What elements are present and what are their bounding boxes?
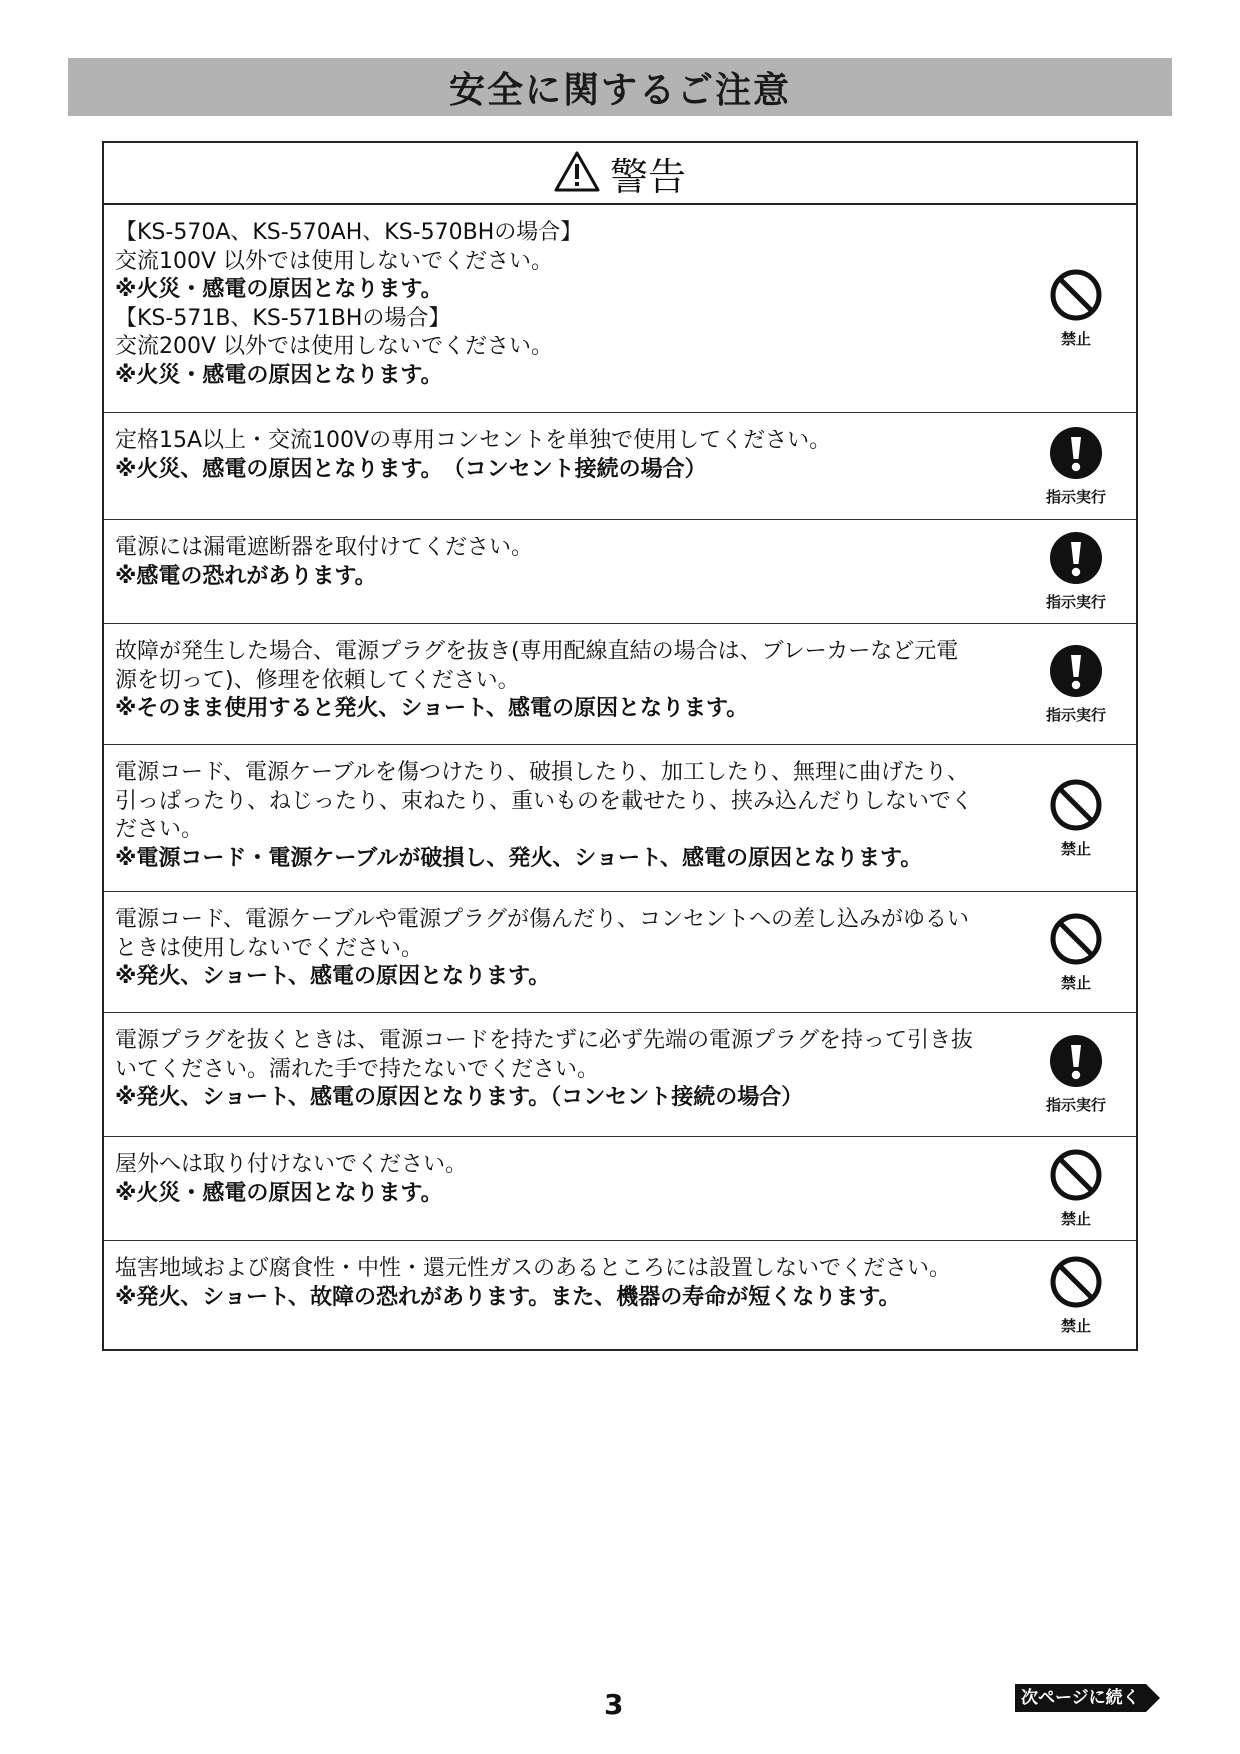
warning-row xyxy=(104,624,1136,745)
badge-label: 禁止 xyxy=(1060,330,1091,348)
warning-instruction: 源を切って)、修理を依頼してください。 xyxy=(115,667,520,693)
warning-row xyxy=(104,205,1136,413)
warning-consequence: ※発火、ショート、故障の恐れがあります。また、機器の寿命が短くなります。 xyxy=(115,1284,901,1310)
prohibition-icon xyxy=(1049,912,1103,970)
warning-instruction: 交流200V 以外では使用しないでください。 xyxy=(115,334,554,359)
warning-row xyxy=(104,892,1136,1013)
warning-text xyxy=(104,1137,1016,1240)
warning-instruction: 【KS-571B、KS-571BHの場合】 xyxy=(115,305,451,331)
badge-label: 指示実行 xyxy=(1045,593,1106,611)
warning-header xyxy=(104,143,1136,205)
warning-instruction: 電源プラグを抜くときは、電源コードを持たずに必ず先端の電源プラグを持って引き抜 xyxy=(115,1028,974,1053)
badge-label: 禁止 xyxy=(1060,1316,1091,1335)
prohibition-icon xyxy=(1049,1255,1103,1313)
warning-text xyxy=(104,1241,1016,1349)
safety-badge xyxy=(1016,205,1136,412)
warning-text xyxy=(104,413,1016,519)
prohibition-icon xyxy=(1049,778,1103,836)
warning-instruction: 電源には漏電遮断器を取付けてください。 xyxy=(115,535,534,560)
warning-consequence: ※感電の恐れがあります。 xyxy=(115,563,377,589)
prohibition-icon xyxy=(1049,1148,1103,1206)
warning-instruction: 【KS-570A、KS-570AH、KS-570BHの場合】 xyxy=(115,220,583,245)
warning-consequence: ※火災・感電の原因となります。 xyxy=(115,277,443,302)
warning-text xyxy=(104,892,1016,1012)
warning-instruction: いてください。濡れた手で持たないでください。 xyxy=(115,1056,600,1082)
warning-instruction: ときは使用しないでください。 xyxy=(115,935,424,961)
page-title: 安全に関するご注意 xyxy=(448,69,791,111)
warning-text xyxy=(104,205,1016,412)
warning-row xyxy=(104,1013,1136,1137)
badge-label: 禁止 xyxy=(1060,1210,1091,1228)
arrow-right-icon xyxy=(1146,1684,1160,1712)
prohibition-icon xyxy=(1049,268,1103,326)
safety-badge xyxy=(1016,745,1136,891)
warning-consequence: ※火災・感電の原因となります。 xyxy=(115,362,443,388)
page-number: 3 xyxy=(604,1688,624,1721)
warning-row xyxy=(104,520,1136,624)
warning-text xyxy=(104,624,1016,744)
next-page-indicator xyxy=(1015,1684,1160,1712)
mandatory-action-icon xyxy=(1049,531,1103,589)
warning-text xyxy=(104,1013,1016,1136)
warning-consequence: ※火災・感電の原因となります。 xyxy=(115,1180,443,1206)
warning-instruction: 電源コード、電源ケーブルや電源プラグが傷んだり、コンセントへの差し込みがゆるい xyxy=(115,907,970,932)
badge-label: 指示実行 xyxy=(1045,705,1106,724)
warning-instruction: 塩害地域および腐食性・中性・還元性ガスのあるところには設置しないでください。 xyxy=(115,1256,952,1281)
warning-instruction: 電源コード、電源ケーブルを傷つけたり、破損したり、加工したり、無理に曲げたり、 xyxy=(115,760,970,785)
warning-instruction: 定格15A以上・交流100Vの専用コンセントを単独で使用してください。 xyxy=(115,428,832,453)
warning-consequence: ※そのまま使用すると発火、ショート、感電の原因となります。 xyxy=(115,696,749,721)
warning-instruction: ださい。 xyxy=(115,817,204,842)
warning-consequence: ※電源コード・電源ケーブルが破損し、発火、ショート、感電の原因となります。 xyxy=(115,845,923,871)
warning-instruction: 屋外へは取り付けないでください。 xyxy=(115,1152,468,1177)
safety-badge xyxy=(1016,892,1136,1012)
warning-consequence: ※発火、ショート、感電の原因となります。（コンセント接続の場合） xyxy=(115,1085,804,1110)
title-bar xyxy=(68,58,1172,116)
badge-label: 禁止 xyxy=(1060,973,1091,992)
warning-row xyxy=(104,1241,1136,1349)
safety-badge xyxy=(1016,624,1136,744)
warning-instruction: 交流100V 以外では使用しないでください。 xyxy=(115,248,554,274)
safety-badge xyxy=(1016,1137,1136,1240)
mandatory-action-icon xyxy=(1049,1034,1103,1092)
safety-badge xyxy=(1016,520,1136,623)
warning-instruction: 引っぱったり、ねじったり、束ねたり、重いものを載せたり、挟み込んだりしないでく xyxy=(115,788,974,814)
warning-text xyxy=(104,745,1016,891)
badge-label: 禁止 xyxy=(1060,839,1091,858)
warning-consequence: ※発火、ショート、感電の原因となります。 xyxy=(115,964,551,989)
badge-label: 指示実行 xyxy=(1045,1096,1106,1114)
safety-badge xyxy=(1016,1013,1136,1136)
warning-triangle-icon xyxy=(554,150,600,196)
mandatory-action-icon xyxy=(1049,644,1103,702)
safety-badge xyxy=(1016,413,1136,519)
mandatory-action-icon xyxy=(1049,426,1103,484)
warning-row xyxy=(104,745,1136,892)
warning-row xyxy=(104,1137,1136,1241)
warning-rows xyxy=(104,205,1136,1349)
warning-text xyxy=(104,520,1016,623)
next-page-label: 次ページに続く xyxy=(1015,1684,1146,1712)
safety-badge xyxy=(1016,1241,1136,1349)
badge-label: 指示実行 xyxy=(1045,487,1106,506)
warning-consequence: ※火災、感電の原因となります。 （コンセント接続の場合） xyxy=(115,456,707,482)
warning-row xyxy=(104,413,1136,520)
warning-box xyxy=(102,141,1138,1351)
warning-instruction: 故障が発生した場合、電源プラグを抜き(専用配線直結の場合は、ブレーカーなど元電 xyxy=(115,639,959,664)
warning-title: 警告 xyxy=(609,154,686,199)
